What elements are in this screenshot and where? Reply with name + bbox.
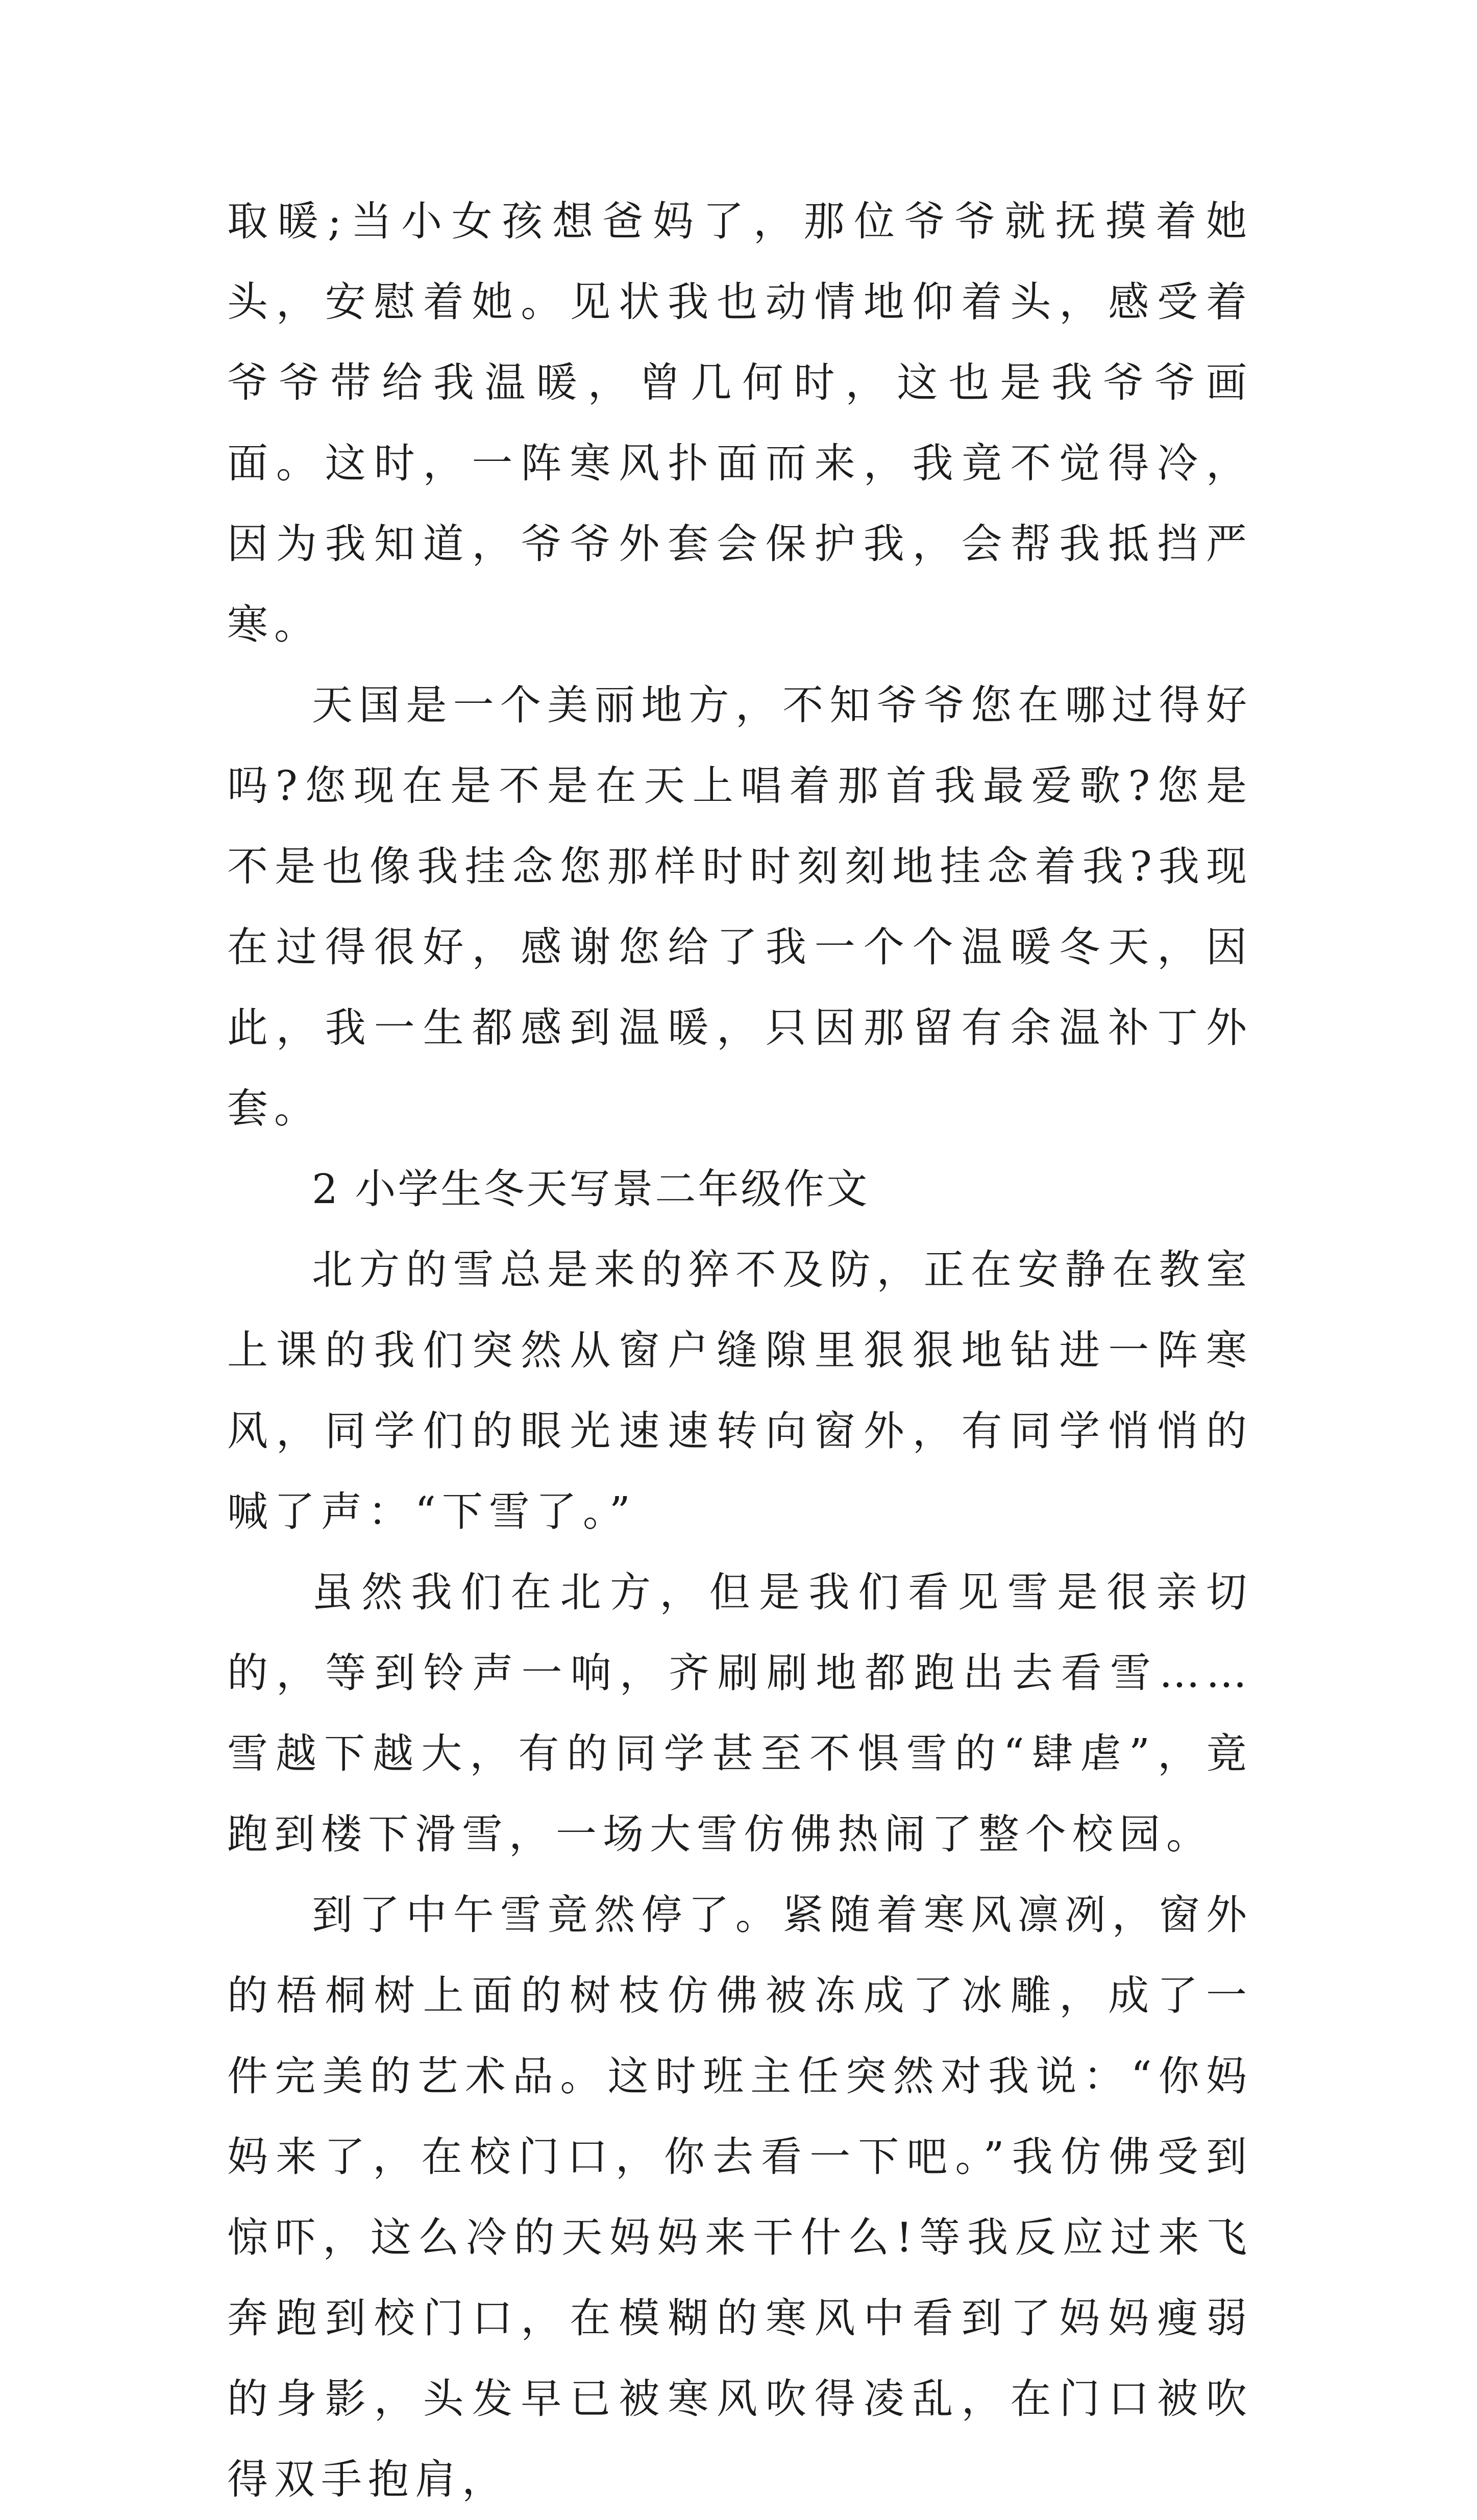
paragraph-1: 取暖;当小女孩想爸妈了，那位爷爷就抚摸着她头，安慰着她。见状我也动情地仰着头，感受着爷爷带给我温暖，曾几何时，这也是我爷爷画面。这时，一阵寒风扑面而来，我竟不觉得冷，因为我知道，爷爷外套会保护我，会帮我抵挡严寒。 <box>227 198 1253 648</box>
section-heading: 2 小学生冬天写景二年级作文 <box>312 1165 870 1213</box>
paragraph-5: 到了中午雪竟然停了。紧随着寒风凛冽，窗外的梧桐树上面的树枝仿佛被冻成了冰雕，成了一件完美的艺术品。这时班主任突然对我说：“你妈妈来了，在校门口，你去看一下吧。”我仿佛受到惊吓，这么冷的天妈妈来干什么!等我反应过来飞奔跑到校门口，在模糊的寒风中看到了妈妈瘦弱的身影，头发早已被寒风吹得凌乱，在门口被吹得双手抱肩， <box>227 1891 1253 2503</box>
paragraph-4: 虽然我们在北方，但是我们看见雪是很亲切的，等到铃声一响，齐刷刷地都跑出去看雪……雪越下越大，有的同学甚至不惧雪的“肆虐”，竟跑到楼下滑雪，一场大雪仿佛热闹了整个校园。 <box>227 1569 1253 1858</box>
document-body <box>227 181 1253 2520</box>
paragraph-2: 天国是一个美丽地方，不知爷爷您在哪过得好吗?您现在是不是在天上唱着那首我最爱歌?您是不是也像我挂念您那样时时刻刻地挂念着我?我现在过得很好，感谢您给了我一个个温暖冬天，因此，我一生都感到温暖，只因那留有余温补丁外套。 <box>227 681 1253 1132</box>
paragraph-3: 北方的雪总是来的猝不及防，正在安静在教室上课的我们突然从窗户缝隙里狠狠地钻进一阵寒风，同学们的眼光速速转向窗外，有同学悄悄的喊了声：“下雪了。” <box>227 1246 1253 1535</box>
